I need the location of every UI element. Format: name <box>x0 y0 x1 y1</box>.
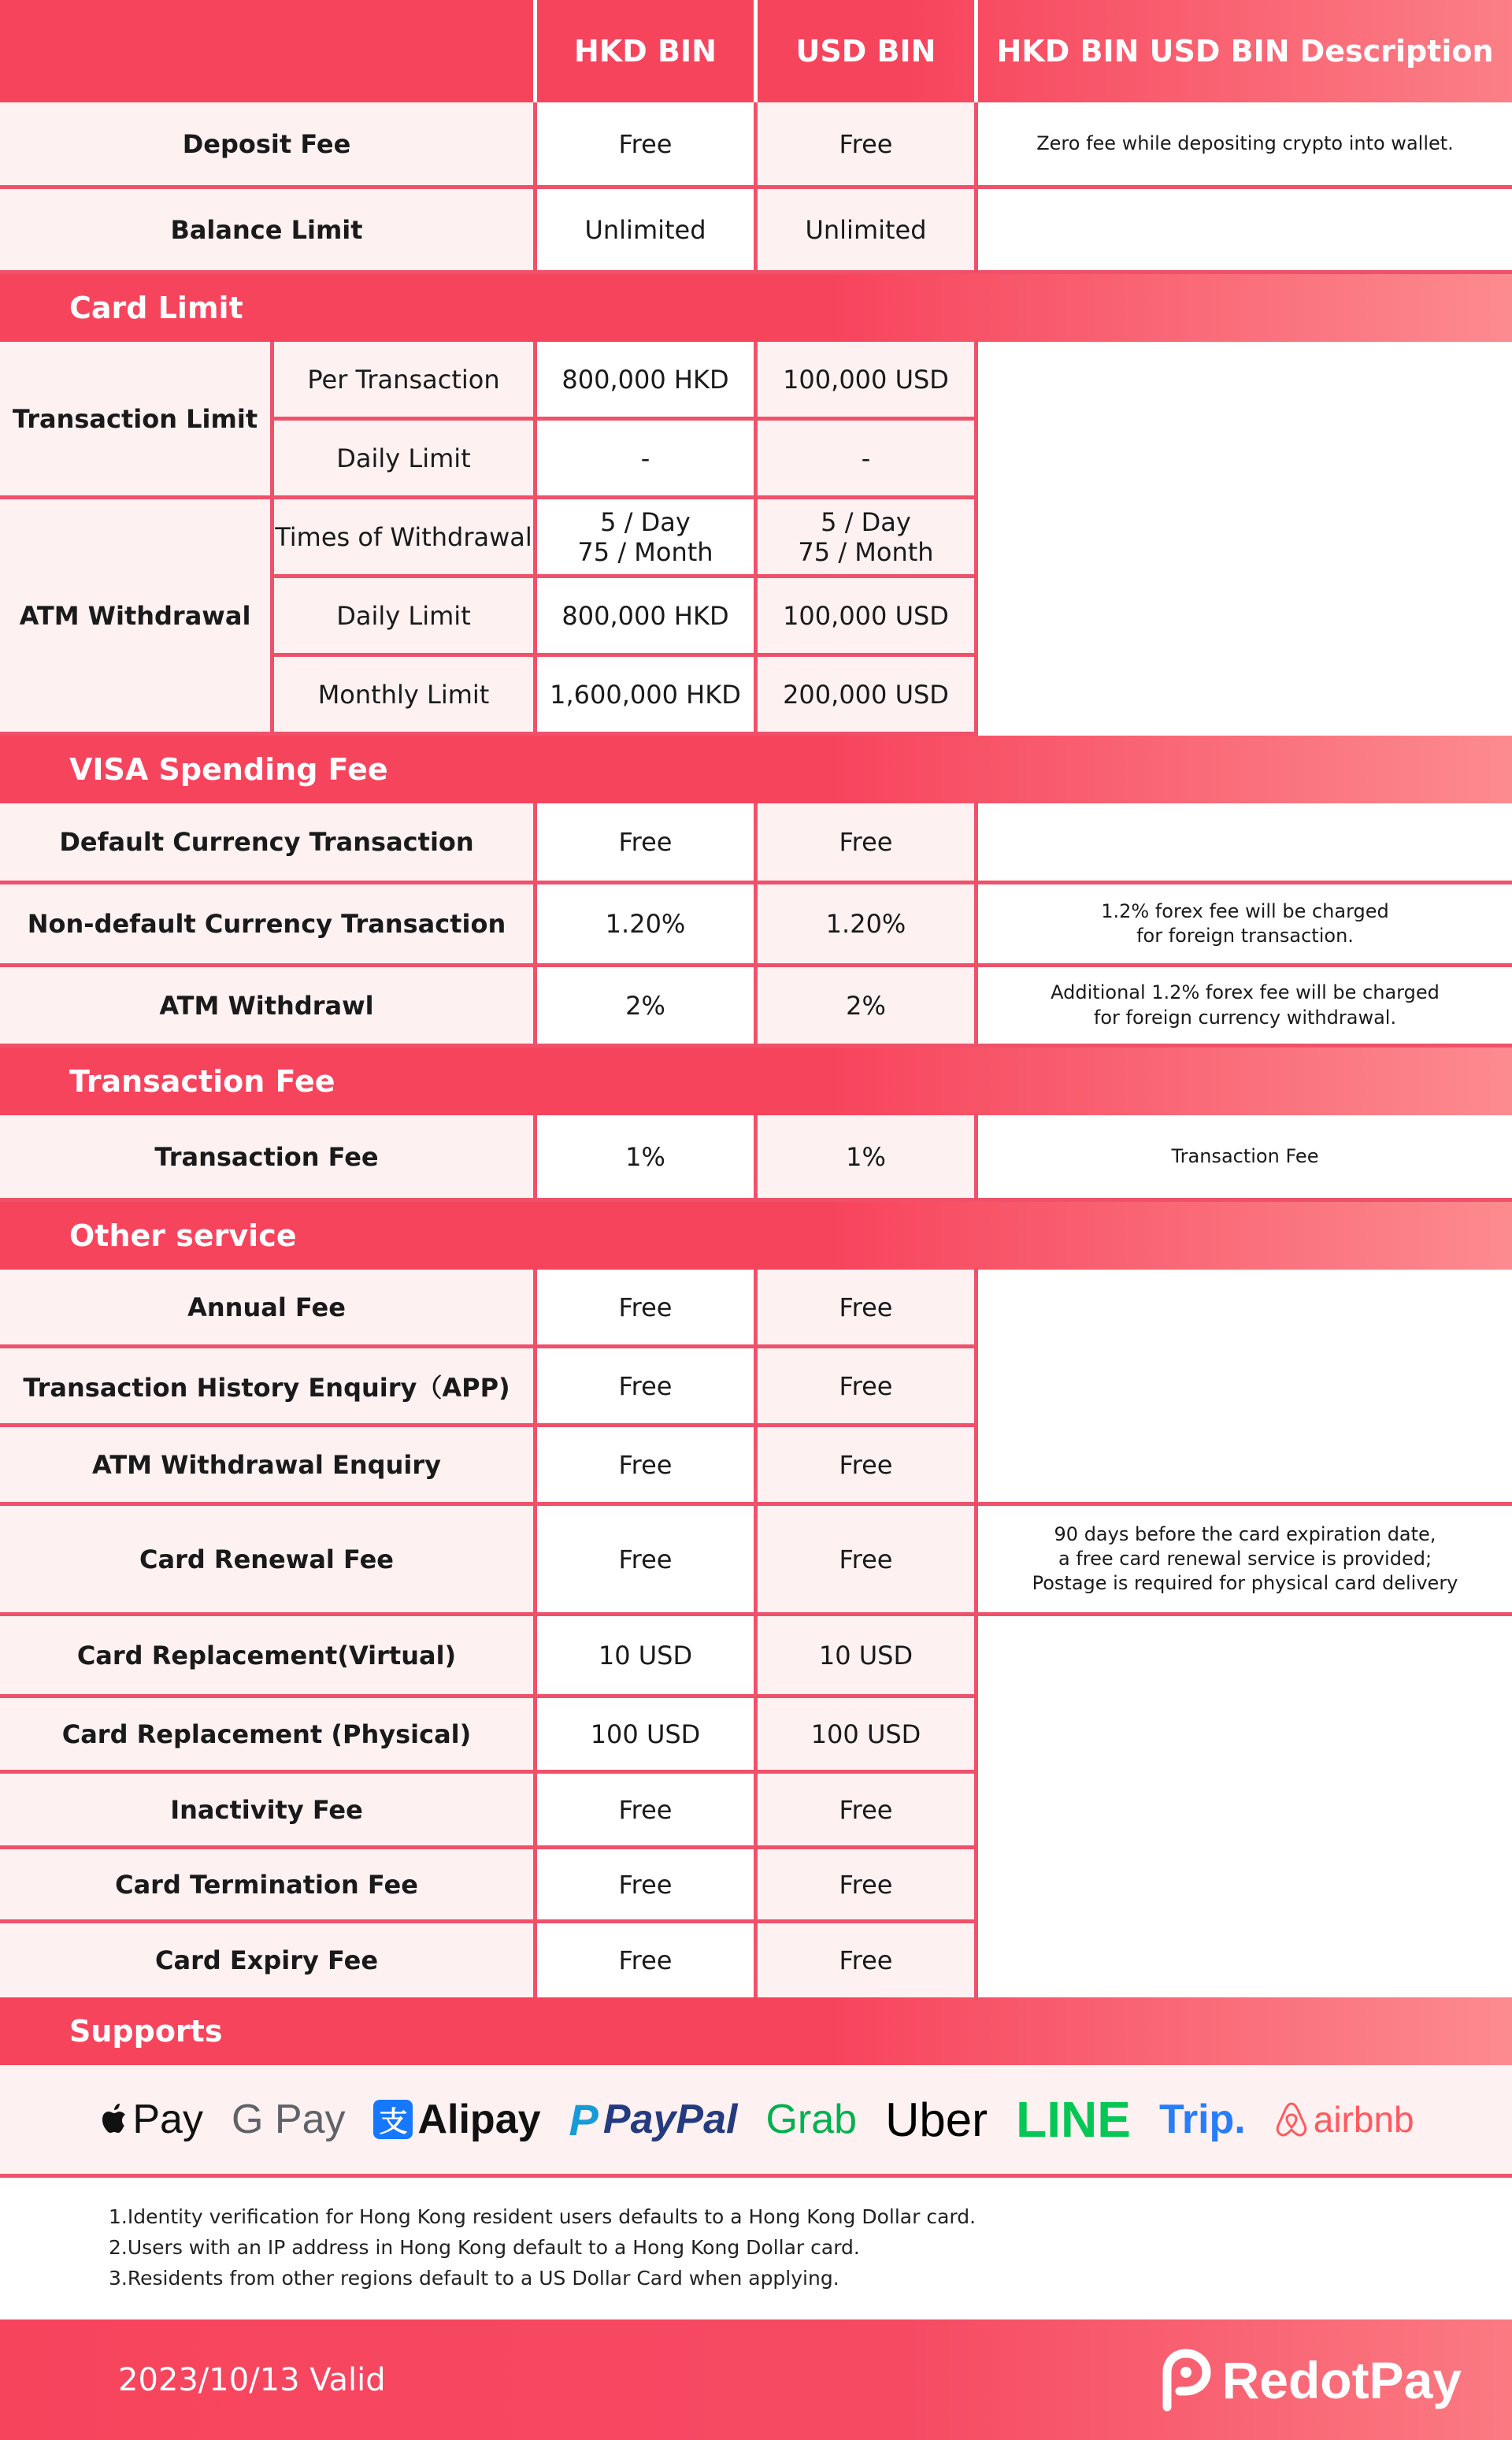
row-label: Non-default Currency Transaction <box>0 884 537 967</box>
brand-label: Alipay <box>417 2097 541 2142</box>
monthly-limit-label: Monthly Limit <box>274 657 537 736</box>
row-label: Deposit Fee <box>0 102 537 189</box>
usd-value: 1.20% <box>758 884 978 967</box>
card-renewal-description <box>978 1506 1512 1616</box>
brand-name: RedotPay <box>1221 2350 1462 2409</box>
hkd-value: 1% <box>537 1115 758 1202</box>
grab-logo <box>765 2096 857 2143</box>
usd-value: Free <box>758 1849 978 1923</box>
row-label: Inactivity Fee <box>0 1774 537 1849</box>
supported-brands <box>0 2065 1512 2178</box>
brand-label: Uber <box>885 2093 988 2146</box>
row-label: Card Replacement (Physical) <box>0 1698 537 1774</box>
hkd-value: Free <box>537 1427 758 1506</box>
description-line: for foreign transaction. <box>1136 925 1354 947</box>
times-of-withdrawal-label: Times of Withdrawal <box>274 499 537 578</box>
section-supports: Supports <box>0 1997 1512 2065</box>
description: Transaction Fee <box>978 1115 1512 1202</box>
description <box>978 884 1512 967</box>
trip-logo <box>1159 2096 1246 2143</box>
row-label: Default Currency Transaction <box>0 803 537 884</box>
header-empty <box>0 0 537 102</box>
usd-value: 2% <box>758 967 978 1048</box>
usd-value: Unlimited <box>758 189 978 274</box>
usd-value: Free <box>758 1270 978 1348</box>
alipay-icon: 支 <box>373 2100 413 2139</box>
footnote: 1.Identity verification for Hong Kong resident users defaults to a Hong Kong Dollar card. <box>109 2205 976 2228</box>
hkd-value: Free <box>537 803 758 884</box>
paypal-icon: P <box>569 2094 598 2145</box>
uber-logo <box>885 2093 988 2147</box>
section-other-service: Other service <box>0 1202 1512 1270</box>
footnote: 3.Residents from other regions default to a US Dollar Card when applying. <box>109 2267 839 2290</box>
usd-times-month: 75 / Month <box>798 536 934 567</box>
paypal-logo <box>569 2094 738 2145</box>
transaction-limit-label: Transaction Limit <box>0 342 274 499</box>
row-label: Balance Limit <box>0 189 537 274</box>
footer <box>0 2319 1512 2440</box>
hkd-value: Free <box>537 1270 758 1348</box>
hkd-value: Unlimited <box>537 189 758 274</box>
daily-limit-label: Daily Limit <box>274 421 537 499</box>
hkd-value <box>537 499 758 578</box>
usd-value: Free <box>758 102 978 189</box>
description-blank <box>978 1616 1512 1997</box>
hkd-value: 800,000 HKD <box>537 342 758 421</box>
usd-value: 200,000 USD <box>758 657 978 736</box>
description <box>978 967 1512 1048</box>
apple-icon <box>98 2101 128 2138</box>
footnote: 2.Users with an IP address in Hong Kong default to a Hong Kong Dollar card. <box>109 2236 860 2259</box>
airbnb-icon <box>1274 2101 1309 2138</box>
description-line: 90 days before the card expiration date, <box>1054 1523 1436 1545</box>
other-service-table <box>0 1270 1512 1997</box>
row-label: Transaction History Enquiry（APP) <box>0 1348 537 1427</box>
valid-date: 2023/10/13 Valid <box>118 2361 386 2398</box>
description-blank <box>978 1270 1512 1506</box>
card-limit-table <box>0 342 1512 736</box>
row-label: ATM Withdrawal Enquiry <box>0 1427 537 1506</box>
hkd-value: Free <box>537 1849 758 1923</box>
brand-label: G Pay <box>231 2097 346 2142</box>
hkd-times-month: 75 / Month <box>577 536 713 567</box>
usd-value: 100 USD <box>758 1698 978 1774</box>
row-label: ATM Withdrawl <box>0 967 537 1048</box>
table-row <box>0 102 1512 189</box>
header-hkd-bin: HKD BIN <box>537 0 758 102</box>
usd-value: Free <box>758 1774 978 1849</box>
description <box>978 803 1512 884</box>
row-label: Card Replacement(Virtual) <box>0 1616 537 1698</box>
google-pay-logo <box>232 2096 346 2143</box>
usd-value: 100,000 USD <box>758 578 978 657</box>
brand-label: PayPal <box>602 2097 738 2142</box>
brand-label: Grab <box>765 2097 858 2142</box>
row-label: Card Expiry Fee <box>0 1923 537 1997</box>
usd-value: Free <box>758 803 978 884</box>
line-logo <box>1016 2090 1131 2149</box>
description-blank <box>978 342 1512 736</box>
section-visa-spending-fee: VISA Spending Fee <box>0 736 1512 803</box>
hkd-value: Free <box>537 1774 758 1849</box>
airbnb-logo <box>1274 2098 1414 2141</box>
description-line: Postage is required for physical card delivery <box>1032 1572 1458 1594</box>
hkd-value: 10 USD <box>537 1616 758 1698</box>
atm-withdrawal-label: ATM Withdrawal <box>0 499 274 736</box>
hkd-value: Free <box>537 1348 758 1427</box>
apple-pay-logo <box>98 2096 203 2143</box>
footnotes <box>109 2201 976 2294</box>
table-row <box>0 967 1512 1048</box>
hkd-value: 100 USD <box>537 1698 758 1774</box>
usd-value: 100,000 USD <box>758 342 978 421</box>
per-transaction-label: Per Transaction <box>274 342 537 421</box>
usd-value: Free <box>758 1427 978 1506</box>
usd-value <box>758 499 978 578</box>
hkd-value: Free <box>537 102 758 189</box>
row-label: Card Renewal Fee <box>0 1506 537 1616</box>
hkd-times-day: 5 / Day <box>600 506 691 537</box>
usd-value: Free <box>758 1506 978 1616</box>
description-line: 1.2% forex fee will be charged <box>1101 899 1389 922</box>
description-line: a free card renewal service is provided; <box>1058 1548 1432 1570</box>
table-header <box>0 0 1512 102</box>
alipay-logo <box>373 2096 540 2143</box>
usd-times-day: 5 / Day <box>821 506 911 537</box>
hkd-value: 1.20% <box>537 884 758 967</box>
header-usd-bin: USD BIN <box>758 0 978 102</box>
usd-value: 10 USD <box>758 1616 978 1698</box>
table-row <box>0 189 1512 274</box>
section-transaction-fee: Transaction Fee <box>0 1048 1512 1115</box>
brand-label: Trip. <box>1158 2097 1246 2142</box>
hkd-value: 1,600,000 HKD <box>537 657 758 736</box>
brand-label: LINE <box>1016 2091 1131 2148</box>
table-row <box>0 884 1512 967</box>
section-card-limit: Card Limit <box>0 274 1512 342</box>
description: Zero fee while depositing crypto into wallet. <box>978 102 1512 189</box>
redotpay-icon <box>1159 2349 1214 2412</box>
table-row <box>0 1115 1512 1202</box>
usd-value: Free <box>758 1923 978 1997</box>
row-label: Transaction Fee <box>0 1115 537 1202</box>
brand-label: Pay <box>132 2097 203 2142</box>
row-label: Card Termination Fee <box>0 1849 537 1923</box>
hkd-value: Free <box>537 1923 758 1997</box>
hkd-value: Free <box>537 1506 758 1616</box>
brand-label: airbnb <box>1313 2099 1414 2140</box>
usd-value: - <box>758 421 978 499</box>
hkd-value: - <box>537 421 758 499</box>
description-line: for foreign currency withdrawal. <box>1093 1006 1397 1029</box>
usd-value: Free <box>758 1348 978 1427</box>
description-line: Additional 1.2% forex fee will be charged <box>1051 981 1440 1004</box>
table-row <box>0 803 1512 884</box>
row-label: Annual Fee <box>0 1270 537 1348</box>
redotpay-logo <box>1159 2349 1462 2412</box>
description <box>978 189 1512 274</box>
hkd-value: 800,000 HKD <box>537 578 758 657</box>
atm-daily-limit-label: Daily Limit <box>274 578 537 657</box>
usd-value: 1% <box>758 1115 978 1202</box>
header-description: HKD BIN USD BIN Description <box>996 34 1494 69</box>
hkd-value: 2% <box>537 967 758 1048</box>
